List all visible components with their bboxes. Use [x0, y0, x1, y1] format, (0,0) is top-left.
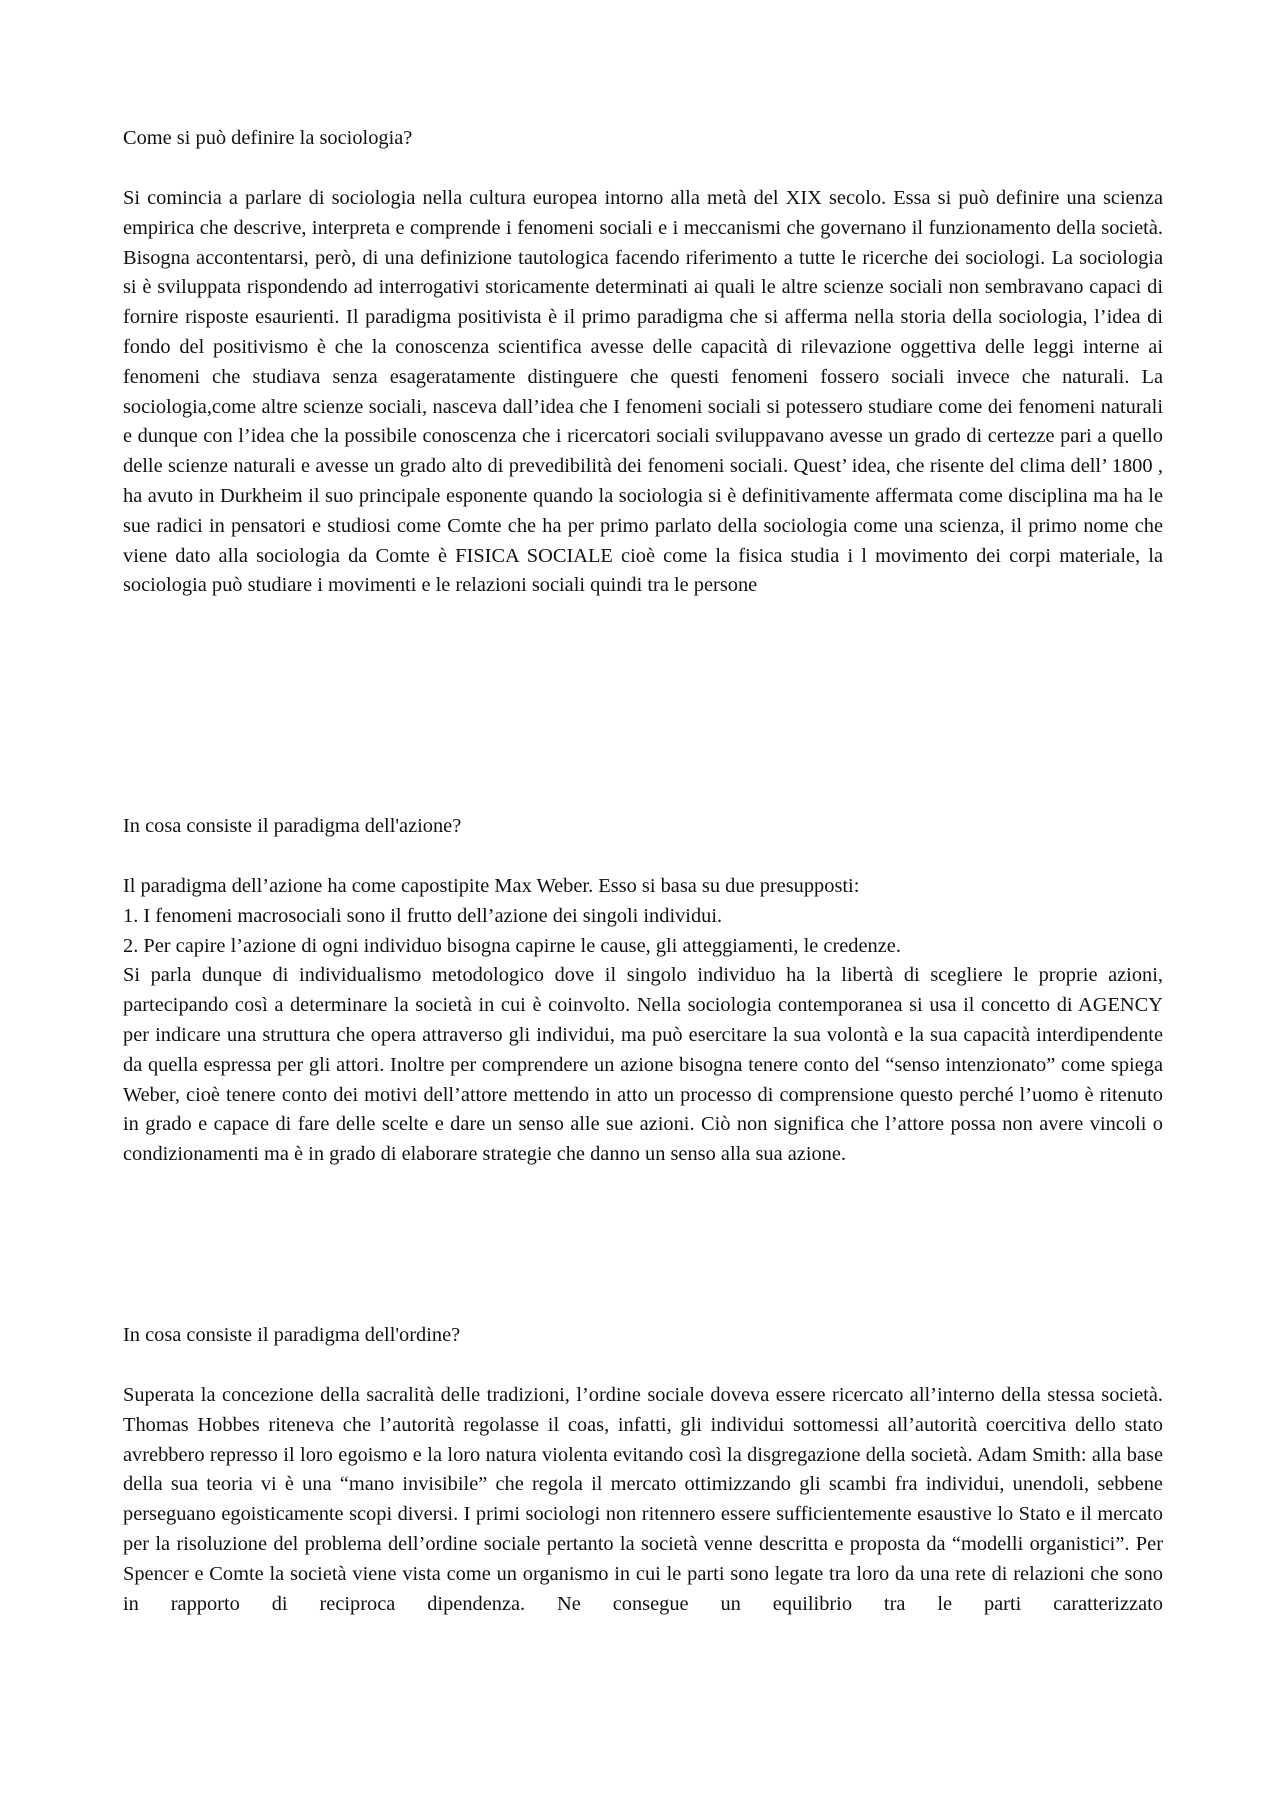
- section-question: In cosa consiste il paradigma dell'ordine?: [123, 1324, 461, 1346]
- section-order-paradigm: [123, 1321, 1163, 1351]
- section-answer-paragraph: Superata la concezione della sacralità delle tradizioni, l’ordine sociale doveva essere ricercato all’interno della stessa società. Thomas Hobbes riteneva che l’autorità regolasse il coas, infatti, gli individui sottomessi all’autorità coercitiva dello stato avrebbero represso il loro egoismo e la loro natura violenta evitando così la disgregazione della società. Adam Smith: alla base della sua teoria vi è una “mano invisibile” che regola il mercato ottimizzando gli scambi fra individui, unendoli, sebbene perseguano egoisticamente scopi diversi. I primi sociologi non ritennero essere sufficientemente esaustive lo Stato e il mercato per la risoluzione del problema dell’ordine sociale pertanto la società venne descritta e proposta da “modelli organistici”. Per Spencer e Comte la società viene vista come un organismo in cui le parti sono legate tra loro da una rete di relazioni che sono in rapporto di reciproca dipendenza. Ne consegue un equilibrio tra le parti caratterizzato: [123, 1384, 1163, 1615]
- section-answer-paragraph: Si parla dunque di individualismo metodologico dove il singolo individuo ha la libertà di scegliere le proprie azioni, partecipando così a determinare la società in cui è coinvolto. Nella sociologia contemporanea si usa il concetto di AGENCY per indicare una struttura che opera attraverso gli individui, ma può esercitare la sua volontà e la sua capacità interdipendente da quella espressa per gli attori. Inoltre per comprendere un azione bisogna tenere conto del “senso intenzionato” come spiega Weber, cioè tenere conto dei motivi dell’attore mettendo in atto un processo di comprensione questo perché l’uomo è ritenuto in grado e capace di fare delle scelte e dare un senso alle sue azioni. Ciò non significa che l’attore possa non avere vincoli o condizionamenti ma è in grado di elaborare strategie che danno un senso alla sua azione.: [123, 964, 1163, 1166]
- section-action-paradigm: [123, 812, 1163, 842]
- section-sociology-definition-body: [123, 184, 1163, 601]
- section-answer-paragraph: Si comincia a parlare di sociologia nella cultura europea intorno alla metà del XIX secolo. Essa si può definire una scienza empirica che descrive, interpreta e comprende i fenomeni sociali e i meccanismi che governano il funzionamento della società. Bisogna accontentarsi, però, di una definizione tautologica facendo riferimento a tutte le ricerche dei sociologi. La sociologia si è sviluppata rispondendo ad interrogativi storicamente determinati ai quali le altre scienze sociali non sembravano capaci di fornire risposte esaurienti. Il paradigma positivista è il primo paradigma che si afferma nella storia della sociologia, l’idea di fondo del positivismo è che la conoscenza scientifica avesse delle capacità di rilevazione oggettiva delle leggi interne ai fenomeni che studiava senza esageratamente distinguere che questi fenomeni fossero sociali invece che naturali. La sociologia,come altre scienze sociali, nasceva dall’idea che I fenomeni sociali si potessero studiare come dei fenomeni naturali e dunque con l’idea che la possibile conoscenza che i ricercatori sociali sviluppavano avesse un grado di certezze pari a quello delle scienze naturali e avesse un grado alto di prevedibilità dei fenomeni sociali. Quest’ idea, che risente del clima dell’ 1800 , ha avuto in Durkheim il suo principale esponente quando la sociologia si è definitivamente affermata come disciplina ma ha le sue radici in pensatori e studiosi come Comte che ha per primo parlato della sociologia come una scienza, il primo nome che viene dato alla sociologia da Comte è FISICA SOCIALE cioè come la fisica studia i l movimento dei corpi materiale, la sociologia può studiare i movimenti e le relazioni sociali quindi tra le persone: [123, 187, 1163, 597]
- section-order-paradigm-body: [123, 1381, 1163, 1619]
- list-item: 2. Per capire l’azione di ogni individuo bisogna capirne le cause, gli atteggiamenti, le credenze.: [123, 934, 901, 957]
- section-question: In cosa consiste il paradigma dell'azione?: [123, 815, 462, 837]
- section-intro-line: Il paradigma dell’azione ha come capostipite Max Weber. Esso si basa su due presupposti:: [123, 875, 860, 897]
- section-action-paradigm-body: [123, 872, 1163, 1170]
- section-sociology-definition: [123, 124, 1163, 154]
- list-item: 1. I fenomeni macrosociali sono il frutto dell’azione dei singoli individui.: [123, 904, 723, 927]
- section-question: Come si può definire la sociologia?: [123, 127, 413, 149]
